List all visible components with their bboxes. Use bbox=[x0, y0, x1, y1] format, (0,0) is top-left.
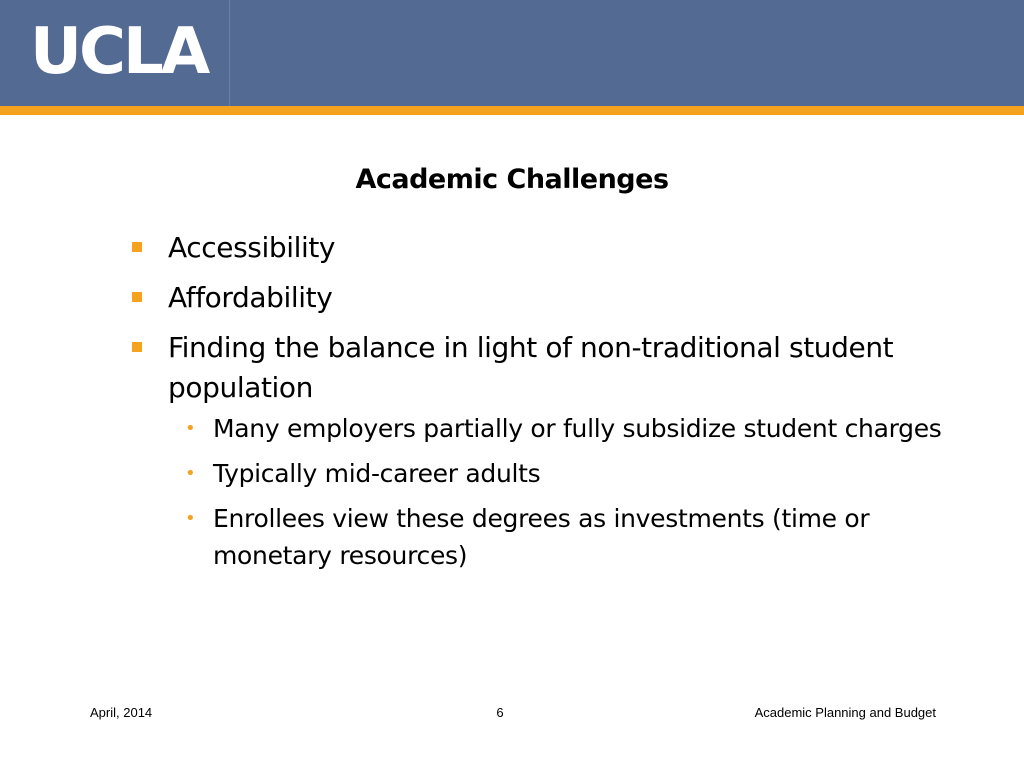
bullet-item bbox=[130, 228, 990, 268]
bullet-item bbox=[130, 328, 990, 574]
bullet-item bbox=[130, 278, 990, 318]
round-bullet-icon: • bbox=[185, 463, 196, 484]
sub-bullet-text: Enrollees view these degrees as investments (time or monetary resources) bbox=[213, 504, 870, 570]
sub-bullet-list bbox=[168, 410, 990, 574]
round-bullet-icon: • bbox=[185, 418, 196, 439]
bullet-list bbox=[130, 228, 990, 584]
ucla-logo: UCLA bbox=[30, 15, 208, 89]
logo-panel bbox=[0, 0, 230, 106]
bullet-text: Accessibility bbox=[168, 231, 336, 264]
bullet-text: Affordability bbox=[168, 281, 333, 314]
sub-bullet-item bbox=[168, 410, 990, 447]
sub-bullet-item bbox=[168, 500, 990, 574]
square-bullet-icon bbox=[132, 242, 142, 252]
header-bar bbox=[0, 0, 1024, 106]
square-bullet-icon bbox=[132, 342, 142, 352]
square-bullet-icon bbox=[132, 292, 142, 302]
sub-bullet-item bbox=[168, 455, 990, 492]
slide-title: Academic Challenges bbox=[355, 164, 669, 195]
footer-department: Academic Planning and Budget bbox=[754, 705, 936, 720]
round-bullet-icon: • bbox=[185, 508, 196, 529]
bullet-text: Finding the balance in light of non-traditional student population bbox=[168, 331, 894, 404]
sub-bullet-text: Typically mid-career adults bbox=[213, 459, 541, 488]
accent-bar bbox=[0, 106, 1024, 115]
page-number: 6 bbox=[496, 705, 504, 720]
sub-bullet-text: Many employers partially or fully subsidize student charges bbox=[213, 414, 942, 443]
footer-date: April, 2014 bbox=[90, 705, 153, 720]
